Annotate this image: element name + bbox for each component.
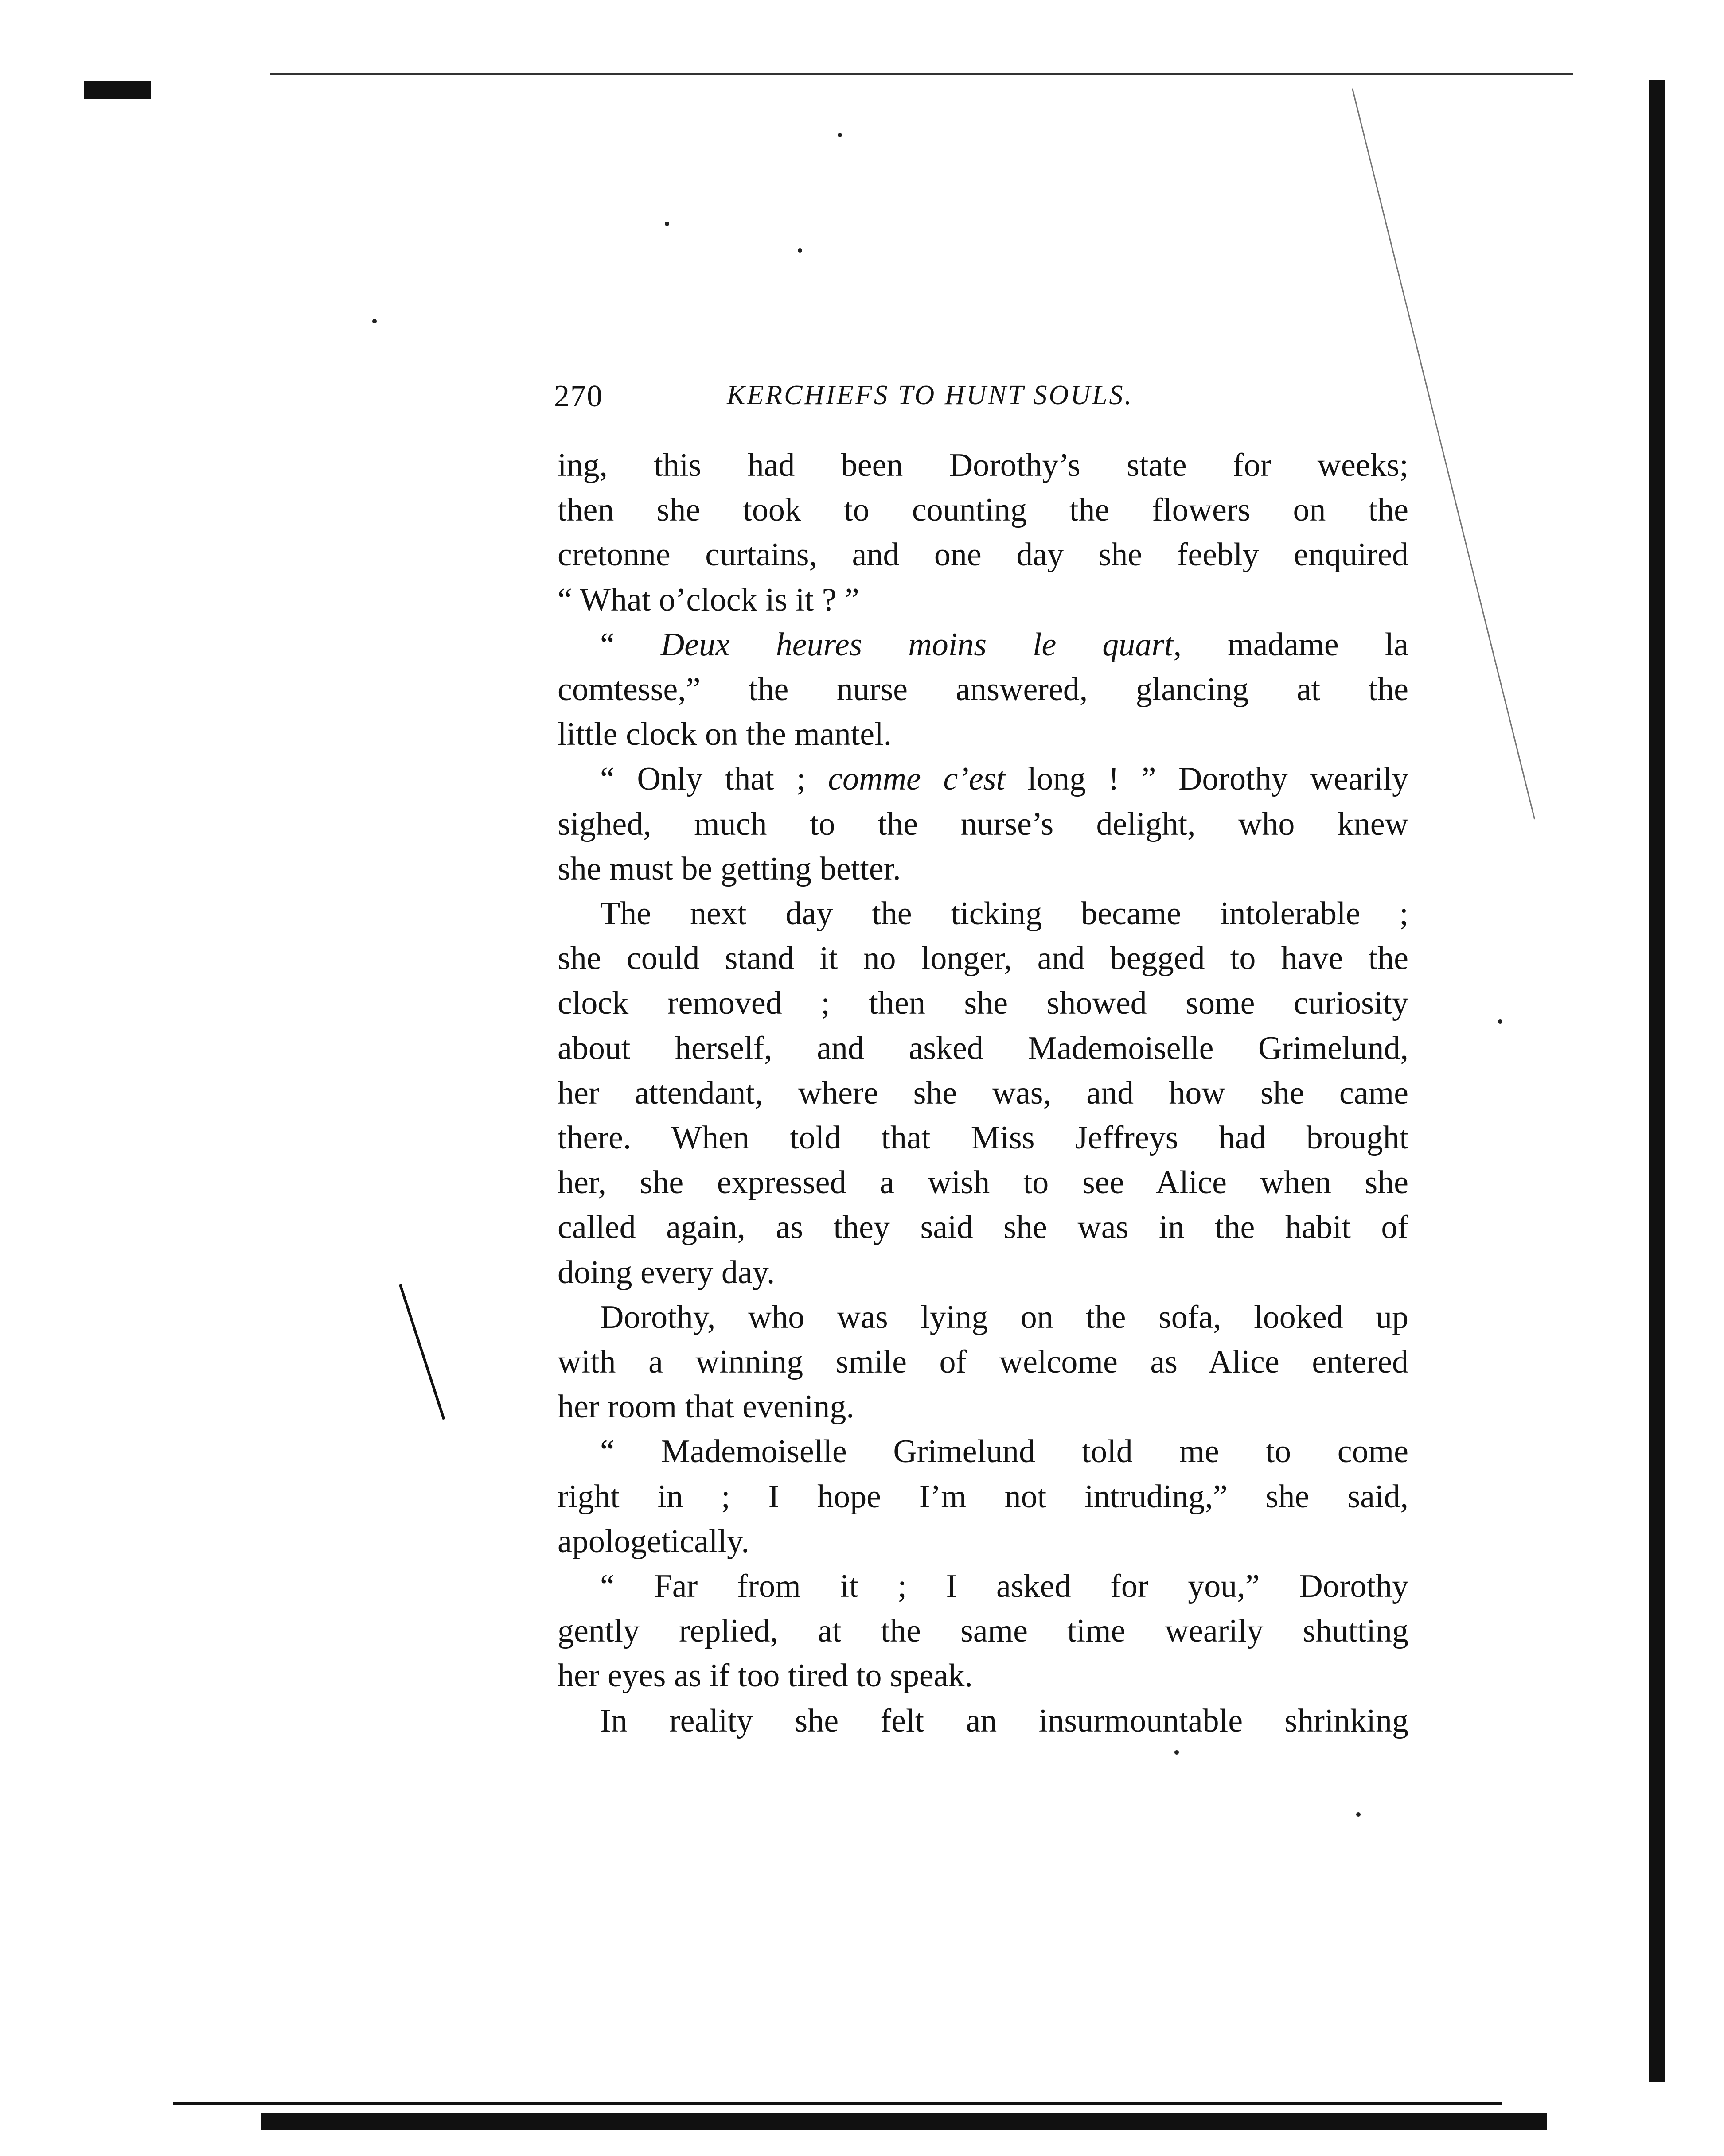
text-line bbox=[558, 1295, 1408, 1340]
text-line bbox=[558, 488, 1408, 533]
text-line bbox=[558, 578, 1408, 623]
text-line bbox=[558, 847, 1408, 891]
text-line bbox=[558, 1385, 1408, 1429]
text-line bbox=[558, 712, 1408, 757]
text-run: she could stand it no longer, and begged to have the bbox=[558, 940, 1408, 977]
text-line bbox=[558, 667, 1408, 712]
page-number: 270 bbox=[554, 379, 603, 413]
scan-top-rule bbox=[270, 73, 1573, 75]
text-line bbox=[558, 1699, 1408, 1743]
italic-text-run: comme c’est bbox=[828, 761, 1006, 798]
text-line bbox=[558, 623, 1408, 667]
text-run: gently replied, at the same time wearily shutting bbox=[558, 1613, 1408, 1650]
text-run: with a winning smile of welcome as Alice entered bbox=[558, 1344, 1408, 1381]
text-run: “ Only that ; bbox=[600, 761, 828, 798]
scan-left-curve-mark bbox=[399, 1284, 445, 1420]
text-line bbox=[558, 802, 1408, 847]
scan-bottom-rule-thick bbox=[261, 2113, 1547, 2130]
text-line bbox=[558, 1609, 1408, 1654]
text-line bbox=[558, 1519, 1408, 1564]
text-run: then she took to counting the flowers on the bbox=[558, 492, 1408, 529]
scan-top-left-mark bbox=[84, 81, 151, 99]
text-line bbox=[558, 757, 1408, 802]
text-run: “ bbox=[600, 626, 661, 663]
text-line bbox=[558, 1116, 1408, 1160]
text-run: about herself, and asked Mademoiselle Grimelund, bbox=[558, 1030, 1408, 1066]
scan-speck bbox=[1174, 1750, 1179, 1755]
scan-speck bbox=[665, 222, 669, 226]
text-run: called again, as they said she was in the habit of bbox=[558, 1209, 1408, 1246]
text-run: The next day the ticking became intolerable ; bbox=[600, 895, 1408, 932]
text-line bbox=[558, 1340, 1408, 1385]
text-line bbox=[558, 1250, 1408, 1295]
text-run: apologetically. bbox=[558, 1523, 749, 1560]
text-run: Dorothy, who was lying on the sofa, looked up bbox=[600, 1299, 1408, 1335]
text-run: doing every day. bbox=[558, 1254, 775, 1291]
text-line bbox=[558, 891, 1408, 936]
text-line bbox=[558, 443, 1408, 488]
text-line bbox=[558, 936, 1408, 981]
text-run: her, she expressed a wish to see Alice when she bbox=[558, 1164, 1408, 1201]
text-run: “ Far from it ; I asked for you,” Dorothy bbox=[600, 1568, 1408, 1605]
scan-bottom-rule-thin bbox=[173, 2102, 1502, 2105]
text-run: , madame la bbox=[1173, 626, 1408, 663]
text-line bbox=[558, 533, 1408, 577]
text-line bbox=[558, 1205, 1408, 1250]
text-line bbox=[558, 1160, 1408, 1205]
text-run: “ What o’clock is it ? ” bbox=[558, 581, 859, 618]
text-line bbox=[558, 1429, 1408, 1474]
scan-speck bbox=[838, 133, 842, 137]
body-text bbox=[558, 443, 1408, 1743]
text-run: clock removed ; then she showed some curiosity bbox=[558, 985, 1408, 1022]
text-run: sighed, much to the nurse’s delight, who knew bbox=[558, 806, 1408, 842]
text-run: long ! ” Dorothy wearily bbox=[1005, 761, 1408, 798]
text-run: In reality she felt an insurmountable shrinking bbox=[600, 1702, 1408, 1739]
text-run: ing, this had been Dorothy’s state for weeks; bbox=[558, 447, 1408, 483]
scan-speck bbox=[372, 319, 377, 323]
text-run: right in ; I hope I’m not intruding,” she said, bbox=[558, 1478, 1408, 1515]
italic-text-run: Deux heures moins le quart bbox=[660, 626, 1174, 663]
text-line bbox=[558, 1026, 1408, 1071]
text-run: “ Mademoiselle Grimelund told me to come bbox=[600, 1433, 1408, 1470]
text-run: comtesse,” the nurse answered, glancing at the bbox=[558, 671, 1408, 708]
running-head: KERCHIEFS TO HUNT SOULS. bbox=[727, 380, 1134, 410]
text-run: there. When told that Miss Jeffreys had brought bbox=[558, 1120, 1408, 1156]
text-run: she must be getting better. bbox=[558, 850, 901, 887]
page-header bbox=[554, 379, 1405, 419]
scan-speck bbox=[1498, 1019, 1502, 1024]
scan-speck bbox=[1356, 1812, 1361, 1817]
text-line bbox=[558, 1654, 1408, 1698]
text-line bbox=[558, 1071, 1408, 1116]
text-run: cretonne curtains, and one day she feebly enquired bbox=[558, 537, 1408, 573]
text-run: her eyes as if too tired to speak. bbox=[558, 1658, 973, 1694]
text-line bbox=[558, 1564, 1408, 1609]
scan-speck bbox=[798, 248, 802, 253]
text-line bbox=[558, 1475, 1408, 1519]
text-run: her attendant, where she was, and how she came bbox=[558, 1074, 1408, 1111]
text-line bbox=[558, 981, 1408, 1026]
text-run: little clock on the mantel. bbox=[558, 716, 892, 753]
scan-right-edge-bar bbox=[1649, 80, 1665, 2082]
text-run: her room that evening. bbox=[558, 1389, 854, 1425]
